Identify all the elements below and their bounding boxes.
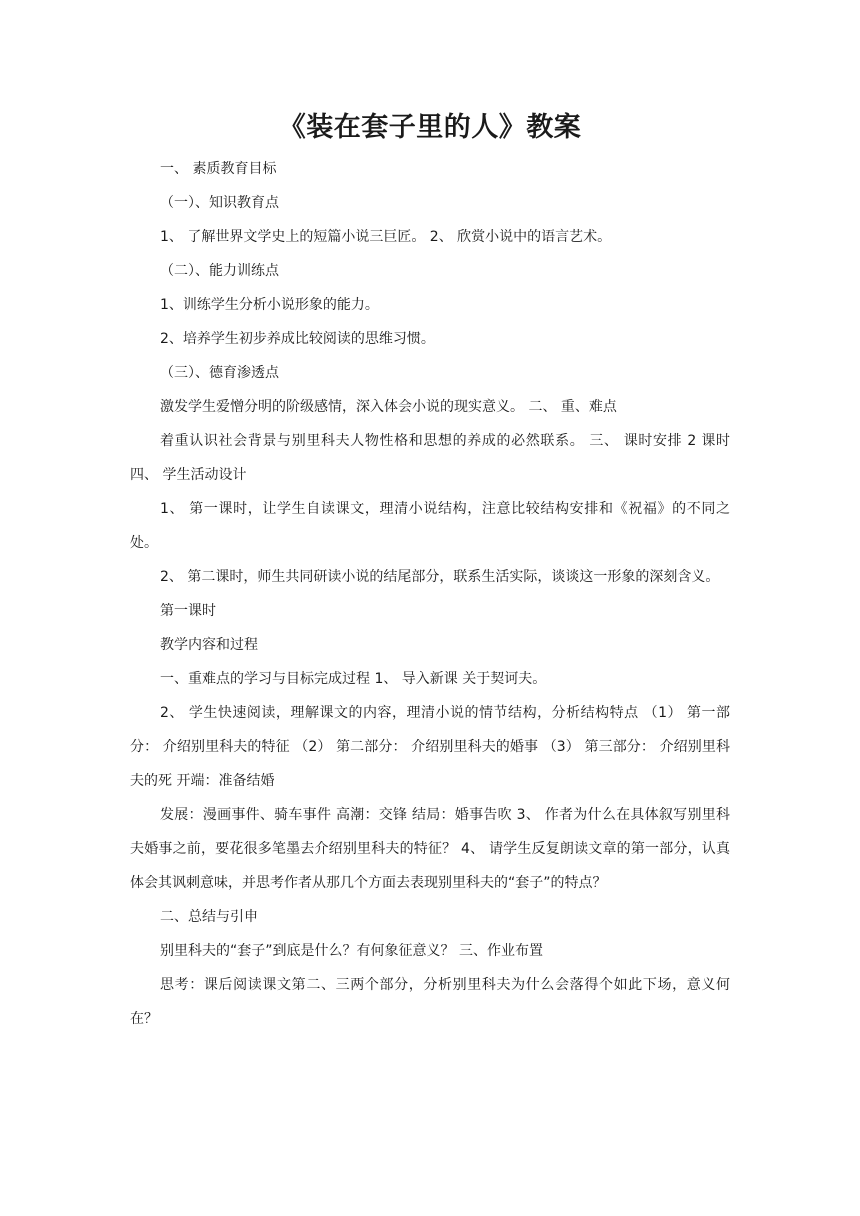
paragraph-12: 第一课时 xyxy=(160,603,216,619)
paragraph-2: （一）、知识教育点 xyxy=(160,195,279,211)
paragraph-6: 2、培养学生初步养成比较阅读的思维习惯。 xyxy=(160,331,435,347)
document-body xyxy=(130,152,730,1036)
paragraph-5: 1、训练学生分析小说形象的能力。 xyxy=(160,297,379,313)
paragraph-10: 1、 第一课时，让学生自读课文，理清小说结构，注意比较结构安排和《祝福》的不同之处。 xyxy=(130,501,730,551)
paragraph-19: 思考：课后阅读课文第二、三两个部分，分析别里科夫为什么会落得个如此下场，意义何在？ xyxy=(130,977,730,1027)
paragraph-18: 别里科夫的“套子”到底是什么？有何象征意义？ 三、作业布置 xyxy=(160,943,543,959)
paragraph-16: 发展：漫画事件、骑车事件 高潮：交锋 结局：婚事告吹 3、 作者为什么在具体叙写别里科夫婚事之前，要花很多笔墨去介绍别里科夫的特征？ 4、 请学生反复朗读文章的第一部分，认真体会其讽刺意味，并思考作者从那几个方面去表现别里科夫的“套子”的特点？ xyxy=(130,807,730,891)
paragraph-15: 2、 学生快速阅读，理解课文的内容，理清小说的情节结构，分析结构特点 （1） 第一部分： 介绍别里科夫的特征 （2） 第二部分： 介绍别里科夫的婚事 （3） 第三部分： 介绍别里科夫的死 开端：准备结婚 xyxy=(130,705,730,789)
paragraph-8: 激发学生爱憎分明的阶级感情，深入体会小说的现实意义。 二、 重、难点 xyxy=(160,399,617,415)
paragraph-13: 教学内容和过程 xyxy=(160,637,258,653)
paragraph-7: （三）、德育渗透点 xyxy=(160,365,279,381)
paragraph-9: 着重认识社会背景与别里科夫人物性格和思想的养成的必然联系。 三、 课时安排 2 课时 四、 学生活动设计 xyxy=(130,433,730,483)
paragraph-3: 1、 了解世界文学史上的短篇小说三巨匠。 2、 欣赏小说中的语言艺术。 xyxy=(160,229,612,245)
paragraph-14: 一、重难点的学习与目标完成过程 1、 导入新课 关于契诃夫。 xyxy=(160,671,547,687)
paragraph-4: （二）、能力训练点 xyxy=(160,263,279,279)
paragraph-11: 2、 第二课时，师生共同研读小说的结尾部分，联系生活实际，谈谈这一形象的深刻含义。 xyxy=(160,569,720,585)
paragraph-17: 二、总结与引申 xyxy=(160,909,258,925)
paragraph-1: 一、 素质教育目标 xyxy=(160,161,277,177)
document-title: 《装在套子里的人》教案 xyxy=(278,112,582,143)
